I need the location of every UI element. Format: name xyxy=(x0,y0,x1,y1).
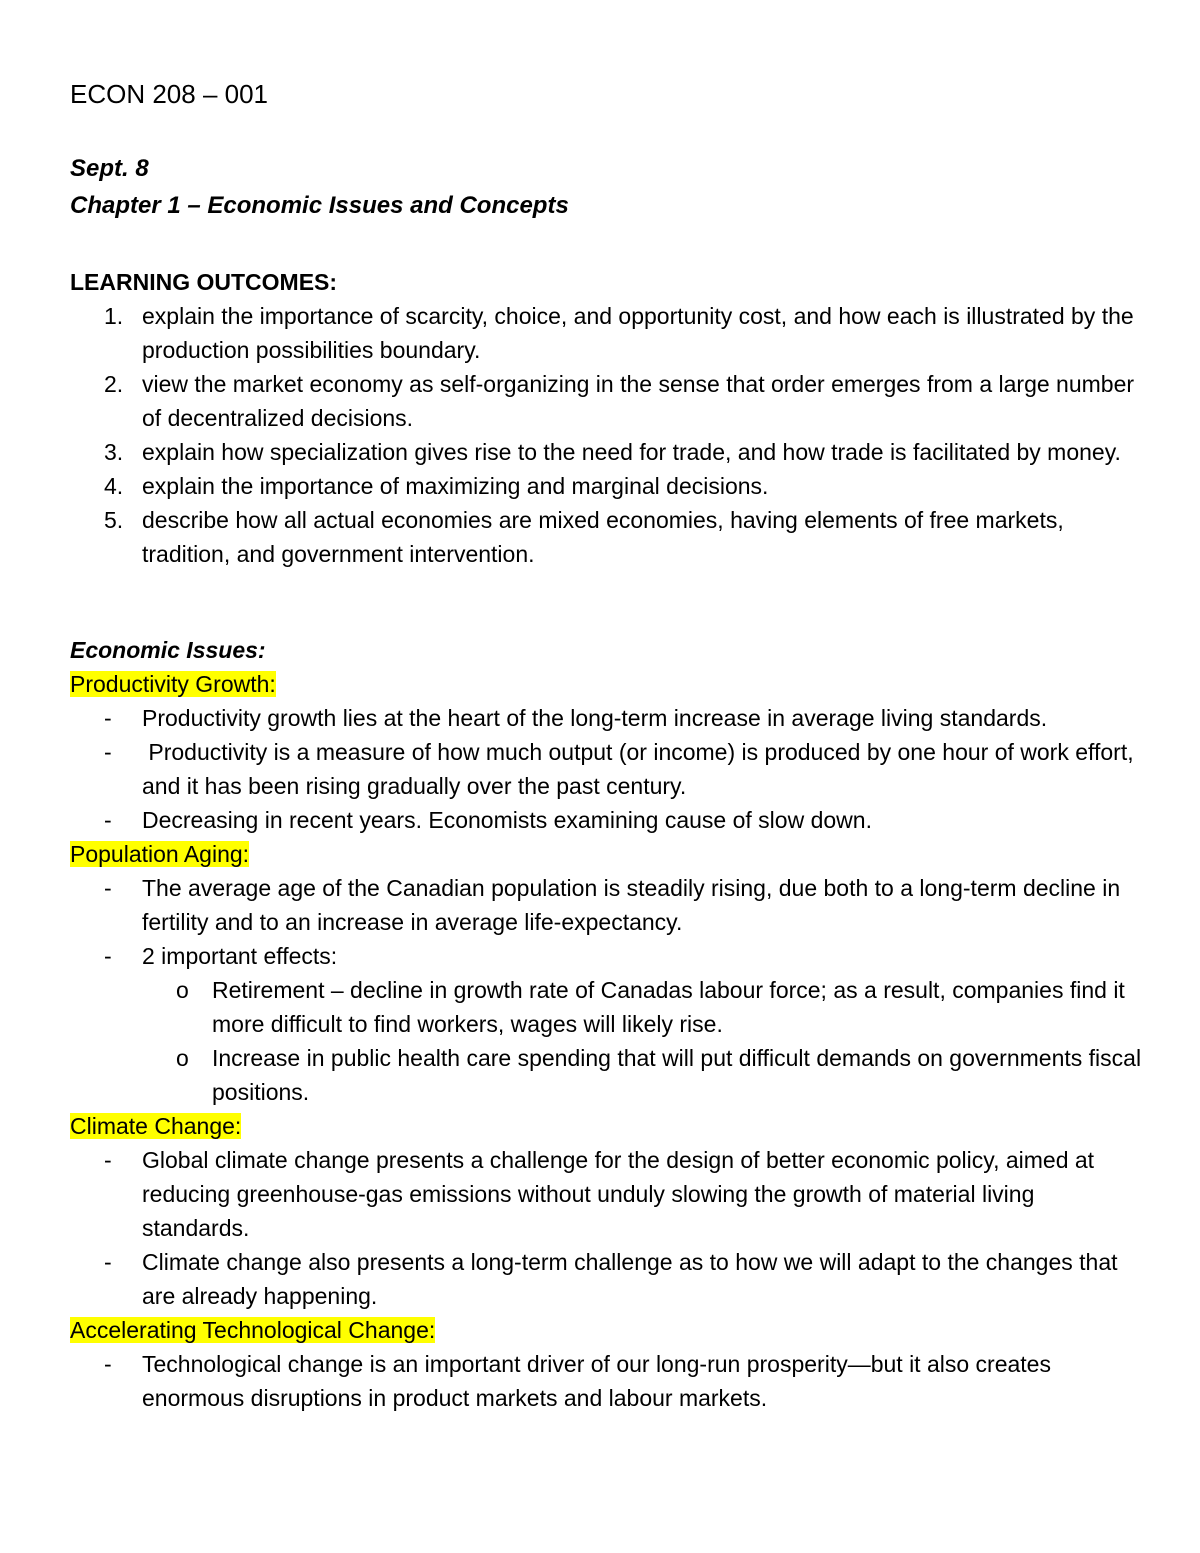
list-item xyxy=(0,469,1142,503)
list-item xyxy=(0,503,1142,571)
list-number: 5. xyxy=(104,507,124,533)
dash-bullet: - xyxy=(104,875,112,901)
list-item-text: Productivity is a measure of how much output (or income) is produced by one hour of work effort, and it has been rising gradually over the past century. xyxy=(142,739,1140,799)
list-item xyxy=(0,435,1142,469)
dash-bullet: - xyxy=(104,1351,112,1377)
list-number: 3. xyxy=(104,439,124,465)
list-item xyxy=(0,701,1142,735)
population-title: Population Aging: xyxy=(70,841,250,867)
list-item xyxy=(0,735,1142,803)
technology-title: Accelerating Technological Change: xyxy=(70,1317,436,1343)
list-item-text: describe how all actual economies are mixed economies, having elements of free markets, tradition, and government intervention. xyxy=(142,507,1064,567)
list-item xyxy=(0,973,1142,1041)
dash-bullet: - xyxy=(104,1249,112,1275)
dash-bullet: - xyxy=(104,807,112,833)
economic-issues-section xyxy=(0,667,1200,1415)
list-number: 4. xyxy=(104,473,124,499)
list-item-text: Decreasing in recent years. Economists examining cause of slow down. xyxy=(142,807,872,833)
list-item-text: Productivity growth lies at the heart of the long-term increase in average living standards. xyxy=(142,705,1048,731)
list-item-text: explain how specialization gives rise to the need for trade, and how trade is facilitated by money. xyxy=(142,439,1121,465)
population-heading xyxy=(0,837,1200,871)
list-item-text: explain the importance of scarcity, choice, and opportunity cost, and how each is illustrated by the production possibilities boundary. xyxy=(142,303,1134,363)
list-item xyxy=(0,1143,1142,1245)
list-item xyxy=(0,939,1142,973)
circle-bullet: o xyxy=(176,1045,189,1071)
list-item xyxy=(0,1245,1142,1313)
productivity-title: Productivity Growth: xyxy=(70,671,276,697)
dash-bullet: - xyxy=(104,705,112,731)
circle-bullet: o xyxy=(176,977,189,1003)
dash-bullet: - xyxy=(104,739,112,765)
climate-title: Climate Change: xyxy=(70,1113,242,1139)
list-item-text: The average age of the Canadian population is steadily rising, due both to a long-term decline in fertility and to an increase in average life-expectancy. xyxy=(142,875,1121,935)
productivity-heading xyxy=(0,667,1200,701)
technology-heading xyxy=(0,1313,1200,1347)
dash-bullet: - xyxy=(104,1147,112,1173)
list-item xyxy=(0,871,1142,939)
list-number: 2. xyxy=(104,371,124,397)
list-item-text: explain the importance of maximizing and marginal decisions. xyxy=(142,473,769,499)
list-item-text: view the market economy as self-organizing in the sense that order emerges from a large number of decentralized decisions. xyxy=(142,371,1135,431)
climate-heading xyxy=(0,1109,1200,1143)
course-code: ECON 208 – 001 xyxy=(70,79,269,109)
economic-issues-heading: Economic Issues: xyxy=(70,637,266,663)
dash-bullet: - xyxy=(104,943,112,969)
list-item xyxy=(0,803,1142,837)
list-item-text: Retirement – decline in growth rate of Canadas labour force; as a result, companies find it more difficult to find workers, wages will likely rise. xyxy=(212,977,1125,1037)
list-item-text: Technological change is an important driver of our long-run prosperity—but it also creates enormous disruptions in product markets and labour markets. xyxy=(142,1351,1051,1411)
learning-outcomes-heading: LEARNING OUTCOMES: xyxy=(70,269,338,295)
list-item-text: Climate change also presents a long-term challenge as to how we will adapt to the changes that are already happening. xyxy=(142,1249,1118,1309)
list-item-text: Global climate change presents a challenge for the design of better economic policy, aimed at reducing greenhouse-gas emissions without unduly slowing the growth of material living standards. xyxy=(142,1147,1095,1241)
list-item xyxy=(0,1347,1142,1415)
list-item-text: 2 important effects: xyxy=(142,943,338,969)
list-item-text: Increase in public health care spending that will put difficult demands on governments fiscal positions. xyxy=(212,1045,1142,1105)
list-number: 1. xyxy=(104,303,124,329)
lecture-date: Sept. 8 xyxy=(70,155,149,182)
chapter-title: Chapter 1 – Economic Issues and Concepts xyxy=(70,192,569,219)
list-item xyxy=(0,367,1142,435)
list-item xyxy=(0,1041,1142,1109)
list-item xyxy=(0,299,1142,367)
learning-outcomes-list xyxy=(0,299,1200,571)
